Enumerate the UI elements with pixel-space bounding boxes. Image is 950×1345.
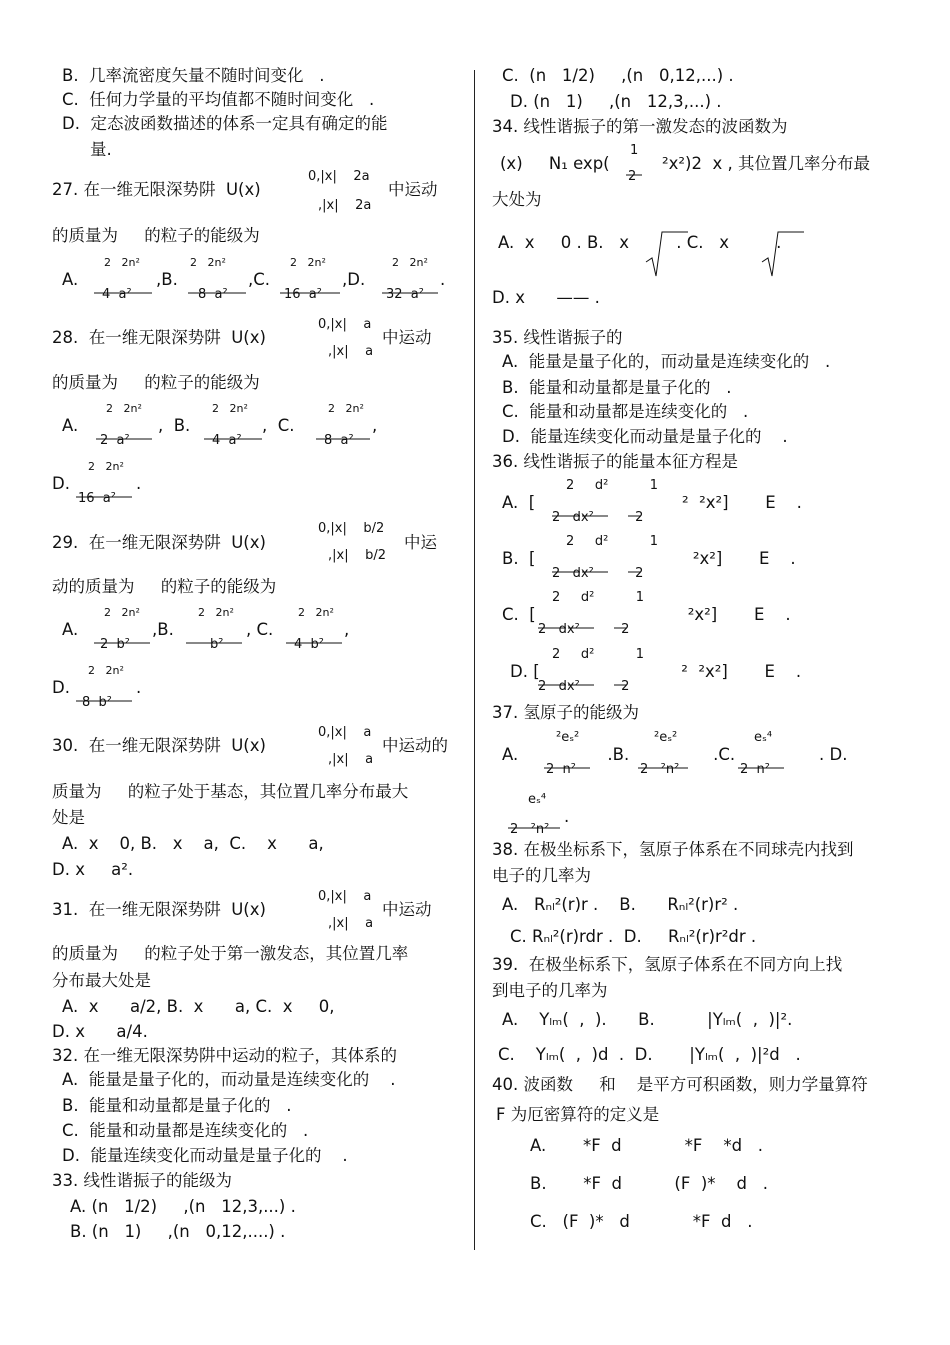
text-line: 0,|x| a	[318, 889, 372, 904]
text-line: b²	[210, 637, 224, 652]
text-line: 40. 波函数 和 是平方可积函数，则力学量算符	[492, 1075, 868, 1094]
text-line: A.	[62, 416, 79, 435]
text-line: 2 ²n²	[640, 762, 680, 777]
text-line: A. *F d *F *d .	[530, 1136, 764, 1155]
text-line: 量.	[90, 140, 112, 159]
text-line: , B.	[158, 416, 191, 435]
text-line: D. 能量连续变化而动量是量子化的 .	[502, 427, 788, 446]
text-line: 中运动	[382, 328, 432, 347]
text-line: 电子的几率为	[492, 866, 591, 885]
text-line: 2 d² 1	[566, 534, 658, 549]
text-line: 中运动的	[382, 736, 448, 755]
text-line: A. x a/2, B. x a, C. x 0,	[62, 997, 335, 1016]
text-line: 2 n²	[740, 762, 770, 777]
text-line: B. 几率流密度矢量不随时间变化 .	[62, 66, 325, 85]
text-line: 0,|x| 2a	[308, 169, 370, 184]
text-line: 30. 在一维无限深势阱 U(x)	[52, 736, 266, 755]
text-line: D. x a².	[52, 860, 134, 879]
text-line: A. [ ² ²x²] E .	[502, 493, 802, 512]
text-line: A. Yₗₘ( , ). B. |Yₗₘ( , )|².	[502, 1010, 793, 1029]
text-line: A. Rₙₗ²(r)r . B. Rₙₗ²(r)r² .	[502, 895, 739, 914]
text-line: 的质量为 的粒子的能级为	[52, 373, 260, 392]
text-line: 35. 线性谐振子的	[492, 328, 623, 347]
text-line: ,|x| b/2	[328, 548, 387, 563]
text-line: ,|x| a	[328, 916, 374, 931]
text-line: 38. 在极坐标系下，氢原子体系在不同球壳内找到	[492, 840, 854, 859]
text-line: 2 ²n²	[510, 822, 550, 837]
text-line: 4 b²	[294, 637, 324, 652]
text-line: C. 能量和动量都是连续变化的 .	[502, 402, 749, 421]
text-line: 28. 在一维无限深势阱 U(x)	[52, 328, 266, 347]
text-line: 2 2n²	[106, 402, 142, 415]
text-line: 2 d² 1	[552, 647, 644, 662]
text-line: 2 dx² 2	[538, 679, 630, 694]
text-line: A. x 0, B. x a, C. x a,	[62, 834, 324, 853]
text-line: C. Yₗₘ( , )d . D. |Yₗₘ( , )|²d .	[498, 1045, 801, 1064]
text-line: D. 能量连续变化而动量是量子化的 .	[62, 1146, 348, 1165]
text-line: 2 2n²	[88, 664, 124, 677]
text-line: 质量为 的粒子处于基态，其位置几率分布最大	[52, 782, 409, 801]
text-line: 2 b²	[100, 637, 130, 652]
text-line: C. 任何力学量的平均值都不随时间变化 .	[62, 90, 375, 109]
text-line: 37. 氢原子的能级为	[492, 703, 639, 722]
text-line: 2 2n²	[212, 402, 248, 415]
text-line: 处是	[52, 808, 85, 827]
text-line: 0,|x| a	[318, 725, 372, 740]
text-line: ,	[344, 620, 350, 639]
text-line: C. 能量和动量都是连续变化的 .	[62, 1121, 309, 1140]
text-line: A. x 0 . B. x . C. x .	[498, 233, 782, 252]
text-line: 0,|x| a	[318, 317, 372, 332]
text-line: D. x a/4.	[52, 1022, 148, 1041]
text-line: B. [ ²x²] E .	[502, 549, 796, 568]
text-line: (x) N₁ exp( ²x²)2 x , 其位置几率分布最	[500, 154, 870, 173]
text-line: D. 定态波函数描述的体系一定具有确定的能	[62, 114, 388, 133]
text-line: 4 a²	[102, 287, 132, 302]
text-line: 33. 线性谐振子的能级为	[52, 1171, 232, 1190]
text-line: eₛ⁴	[754, 730, 773, 745]
text-line: 分布最大处是	[52, 971, 151, 990]
text-line: ,C.	[248, 270, 271, 289]
text-line: 的质量为 的粒子的能级为	[52, 226, 260, 245]
text-line: B. (n 1) ,(n 0,12,....) .	[70, 1222, 286, 1241]
text-line: 2 a²	[100, 433, 130, 448]
text-line: 2	[628, 169, 637, 184]
text-line: D. x —— .	[492, 288, 600, 307]
text-line: 36. 线性谐振子的能量本征方程是	[492, 452, 738, 471]
text-line: 8 a²	[198, 287, 228, 302]
text-line: 2 2n²	[104, 606, 140, 619]
text-line: 16 a²	[78, 491, 116, 506]
text-line: .	[440, 270, 446, 289]
text-line: ²eₛ²	[556, 730, 580, 745]
text-line: C. (F )* d *F d .	[530, 1212, 753, 1231]
text-line: 2 2n²	[290, 256, 326, 269]
column-divider	[474, 70, 475, 1250]
text-line: ,B.	[156, 270, 178, 289]
text-line: 大处为	[492, 190, 542, 209]
text-line: 31. 在一维无限深势阱 U(x)	[52, 900, 266, 919]
text-line: A.	[62, 270, 79, 289]
text-line: 到电子的几率为	[492, 981, 608, 1000]
text-line: .	[136, 678, 142, 697]
text-line: ,B.	[152, 620, 174, 639]
text-line: 16 a²	[284, 287, 322, 302]
text-line: 4 a²	[212, 433, 242, 448]
text-line: A.	[62, 620, 79, 639]
text-line: , C.	[246, 620, 274, 639]
text-line: 中运	[404, 533, 437, 552]
text-line: 2 2n²	[392, 256, 428, 269]
text-line: .	[564, 807, 570, 826]
text-line: D.	[52, 474, 70, 493]
text-line: 8 a²	[324, 433, 354, 448]
text-line: 2 2n²	[298, 606, 334, 619]
text-line: 2 dx² 2	[552, 566, 644, 581]
text-line: A. 能量是量子化的，而动量是连续变化的 .	[502, 352, 831, 371]
text-line: ,D.	[342, 270, 366, 289]
text-line: D. (n 1) ,(n 12,3,...) .	[510, 92, 722, 111]
text-line: ²eₛ²	[654, 730, 678, 745]
text-line: , C.	[262, 416, 295, 435]
text-line: 27. 在一维无限深势阱 U(x)	[52, 180, 261, 199]
text-line: 2 d² 1	[552, 590, 644, 605]
text-line: 29. 在一维无限深势阱 U(x)	[52, 533, 266, 552]
text-line: A. .B. .C. . D.	[502, 745, 848, 764]
text-line: 32. 在一维无限深势阱中运动的粒子，其体系的	[52, 1046, 397, 1065]
text-line: C. Rₙₗ²(r)rdr . D. Rₙₗ²(r)r²dr .	[510, 927, 757, 946]
text-line: ,	[372, 416, 378, 435]
text-line: 39. 在极坐标系下，氢原子体系在不同方向上找	[492, 955, 843, 974]
text-line: B. 能量和动量都是量子化的 .	[62, 1096, 292, 1115]
text-line: ,|x| a	[328, 344, 374, 359]
text-line: 2 2n²	[104, 256, 140, 269]
text-line: F 为厄密算符的定义是	[496, 1105, 660, 1124]
text-line: 2 2n²	[198, 606, 234, 619]
text-line: B. 能量和动量都是量子化的 .	[502, 378, 732, 397]
text-line: D. [ ² ²x²] E .	[510, 662, 802, 681]
text-line: 2 dx² 2	[538, 622, 630, 637]
text-line: A. (n 1/2) ,(n 12,3,...) .	[70, 1197, 296, 1216]
text-line: 1	[630, 143, 639, 158]
text-line: 34. 线性谐振子的第一激发态的波函数为	[492, 117, 788, 136]
text-line: 2 n²	[546, 762, 576, 777]
text-line: 2 2n²	[88, 460, 124, 473]
text-line: 32 a²	[386, 287, 424, 302]
text-line: B. *F d (F )* d .	[530, 1174, 768, 1193]
text-line: C. (n 1/2) ,(n 0,12,...) .	[502, 66, 734, 85]
text-line: 中运动	[388, 180, 438, 199]
text-line: 的质量为 的粒子处于第一激发态，其位置几率	[52, 944, 409, 963]
text-line: A. 能量是量子化的，而动量是连续变化的 .	[62, 1070, 396, 1089]
text-line: 2 2n²	[190, 256, 226, 269]
text-line: 8 b²	[82, 695, 112, 710]
text-line: 2 d² 1	[566, 478, 658, 493]
text-line: eₛ⁴	[528, 792, 547, 807]
text-line: ,|x| 2a	[318, 198, 372, 213]
text-line: 0,|x| b/2	[318, 521, 385, 536]
text-line: ,|x| a	[328, 752, 374, 767]
text-line: D.	[52, 678, 70, 697]
text-line: 中运动	[382, 900, 432, 919]
text-line: C. [ ²x²] E .	[502, 605, 791, 624]
text-line: 动的质量为 的粒子的能级为	[52, 577, 277, 596]
text-line: 2 2n²	[328, 402, 364, 415]
text-line: 2 dx² 2	[552, 510, 644, 525]
text-line: .	[136, 474, 142, 493]
